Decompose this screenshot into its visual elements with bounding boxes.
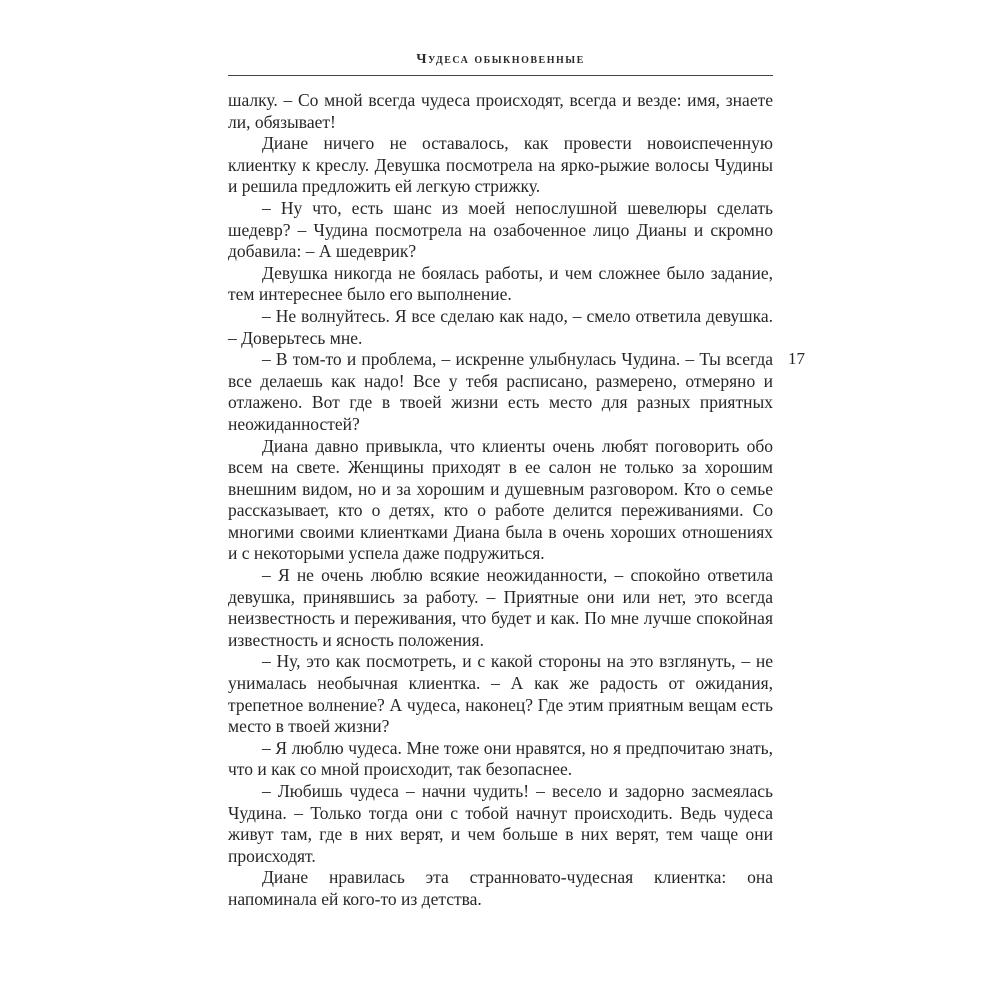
paragraph: – Не волнуйтесь. Я все сделаю как надо, – смело ответила девушка. – Доверьтесь мне.	[228, 305, 773, 348]
paragraph: шалку. – Со мной всегда чудеса происходят, всегда и везде: имя, знаете ли, обязывает!	[228, 90, 773, 132]
paragraph: – Я не очень люблю всякие неожиданности, – спокойно ответила девушка, принявшись за работу. – Приятные они или нет, это всегда неизвестность и переживания, что будет и как. По мне лучше спокойная известность и ясность положения.	[228, 565, 773, 650]
paragraph: Диане нравилась эта странновато-чудесная клиентка: она напоминала ей кого-то из детства.	[228, 867, 773, 909]
paragraph: Девушка никогда не боялась работы, и чем сложнее было задание, тем интереснее было его выполнение.	[228, 262, 773, 305]
paragraph: – В том-то и проблема, – искренне улыбнулась Чудина. – Ты всегда все делаешь как надо! Все у тебя расписано, размерено, отмеряно и отлажено. Вот где в твоей жизни есть место для разных приятных неожиданностей?	[228, 349, 773, 434]
paragraph: – Ну, это как посмотреть, и с какой стороны на это взглянуть, – не унималась необычная клиентка. – А как же радость от ожидания, трепетное волнение? А чудеса, наконец? Где этим приятным вещам есть место в твоей жизни?	[228, 651, 773, 737]
paragraph: – Я люблю чудеса. Мне тоже они нравятся, но я предпочитаю знать, что и как со мной происходит, так безопаснее.	[228, 737, 773, 780]
text-column	[228, 90, 773, 911]
paragraph: Диане ничего не оставалось, как провести новоиспеченную клиентку к креслу. Девушка посмотрела на ярко-рыжие волосы Чудины и решила предложить ей легкую стрижку.	[228, 133, 773, 197]
paragraph: – Любишь чудеса – начни чудить! – весело и задорно засмеялась Чудина. – Только тогда они с тобой начнут происходить. Ведь чудеса живут там, где в них верят, и чем больше в них верят, тем чаще они происходят.	[228, 781, 773, 866]
paragraph: Диана давно привыкла, что клиенты очень любят поговорить обо всем на свете. Женщины приходят в ее салон не только за хорошим внешним видом, но и за хорошим и душевным разговором. Кто о семье рассказывает, кто о детях, кто о работе делится переживаниями. Со многими своими клиентками Диана была в очень хороших отношениях и с некоторыми успела даже подружиться.	[228, 435, 773, 564]
paragraph: – Ну что, есть шанс из моей непослушной шевелюры сделать шедевр? – Чудина посмотрела на озабоченное лицо Дианы и скромно добавила: – А шедеврик?	[228, 197, 773, 262]
header-rule	[228, 75, 773, 76]
page-number: 17	[788, 349, 805, 368]
running-header-title: Чудеса обыкновенные	[416, 52, 585, 67]
running-header	[228, 52, 773, 76]
